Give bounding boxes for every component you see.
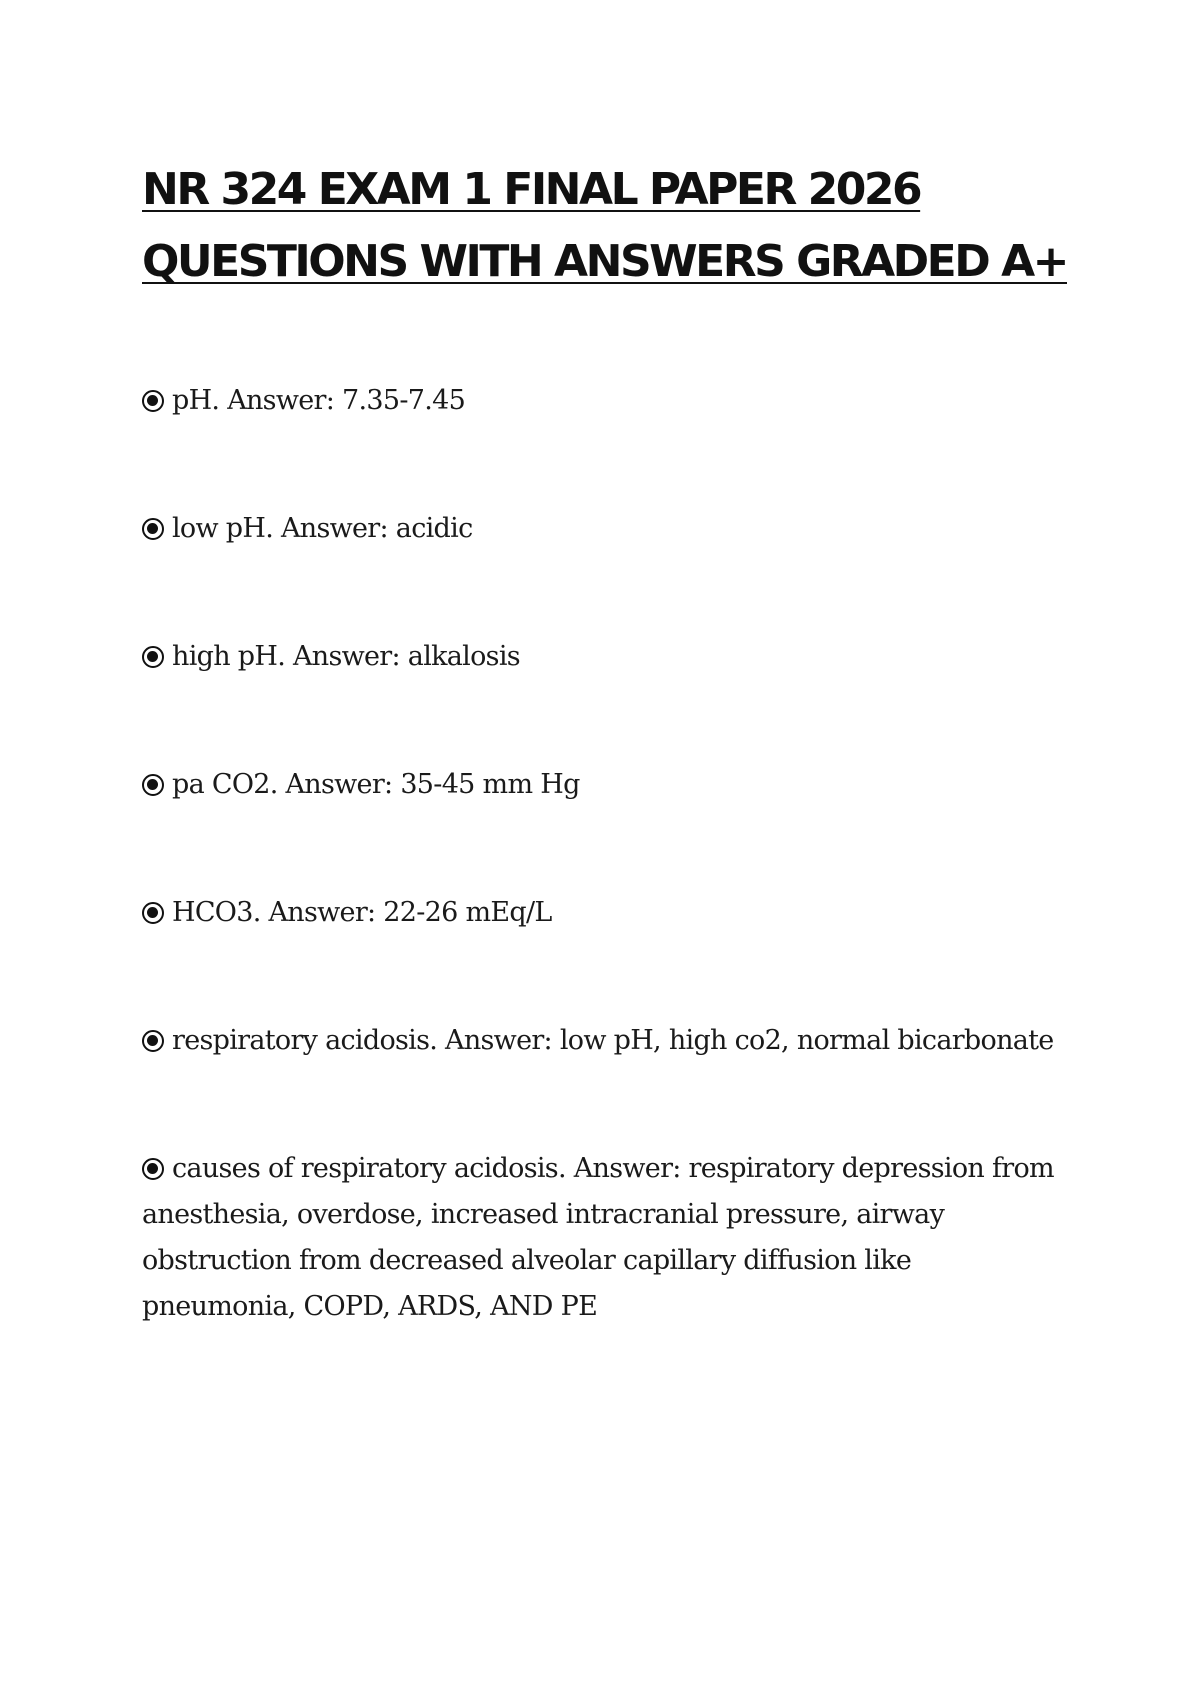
document-title: NR 324 EXAM 1 FINAL PAPER 2026 QUESTIONS WITH ANSWERS GRADED A+ — [142, 164, 1067, 287]
qa-item — [142, 378, 1062, 424]
qa-item-text: HCO3. Answer: 22-26 mEq/L — [172, 897, 552, 928]
radio-bullet-icon — [142, 774, 164, 796]
radio-bullet-icon — [142, 1158, 164, 1180]
qa-item-text: high pH. Answer: alkalosis — [172, 641, 520, 672]
qa-item — [142, 1146, 1062, 1330]
qa-item-text: pa CO2. Answer: 35-45 mm Hg — [172, 769, 580, 800]
radio-bullet-icon — [142, 902, 164, 924]
qa-item-text: causes of respiratory acidosis. Answer: respiratory depression from anesthesia, overdose, increased intracranial pressure, airway obstruction from decreased alveolar capillary diffusion like pneumonia, COPD, ARDS, AND PE — [142, 1153, 1054, 1322]
qa-item-text: low pH. Answer: acidic — [172, 513, 473, 544]
qa-item — [142, 1018, 1062, 1064]
qa-item — [142, 506, 1062, 552]
radio-bullet-icon — [142, 1030, 164, 1052]
qa-item-text: pH. Answer: 7.35-7.45 — [172, 385, 466, 416]
qa-item — [142, 890, 1062, 936]
qa-item — [142, 762, 1062, 808]
radio-bullet-icon — [142, 390, 164, 412]
qa-item-text: respiratory acidosis. Answer: low pH, high co2, normal bicarbonate — [172, 1025, 1054, 1056]
qa-item — [142, 634, 1062, 680]
radio-bullet-icon — [142, 646, 164, 668]
radio-bullet-icon — [142, 518, 164, 540]
qa-list — [142, 378, 1062, 1412]
